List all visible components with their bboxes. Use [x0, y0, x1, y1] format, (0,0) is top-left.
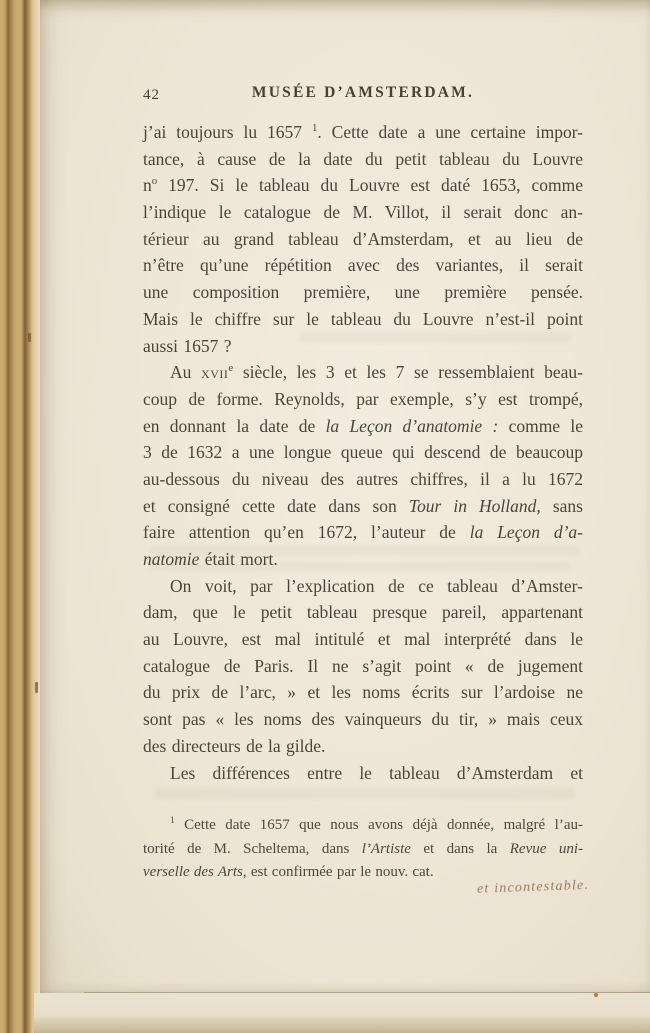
text-line [143, 386, 583, 413]
text-segment: la Leçon d’anatomie : [325, 415, 499, 436]
text-segment: 197. Si le tableau du Louvre est daté 1653, comme [157, 175, 583, 196]
text-segment: Les différences entre le tableau d’Amsterdam et [170, 762, 583, 783]
text-segment: Tour in Holland, [408, 495, 541, 516]
text-segment: au-dessous du niveau des autres chiffres, il a lu 1672 [143, 468, 583, 489]
text-segment: était mort. [199, 549, 278, 569]
text-segment: coup de forme. Reynolds, par exemple, s’y est trompé, [143, 388, 583, 409]
text-line [143, 653, 583, 680]
text-line [143, 626, 583, 653]
book-gutter-page-edges [0, 0, 40, 1033]
text-line [143, 760, 583, 787]
handwritten-annotation: et incontestable. [476, 877, 590, 897]
text-line [143, 814, 583, 838]
text-segment: térieur au grand tableau d’Amsterdam, et au lieu de [143, 228, 583, 249]
text-segment: sont pas « les noms des vainqueurs du tir, » mais ceux [143, 709, 583, 730]
text-line [143, 573, 583, 600]
text-line [143, 359, 583, 386]
text-segment: Cette date 1657 que nous avons déjà donnée, malgré l’au- [174, 817, 583, 833]
text-segment: 3 de 1632 a une longue queue qui descend de beaucoup [143, 442, 583, 463]
text-segment: . Cette date a une certaine impor- [317, 122, 583, 142]
text-segment: o [151, 175, 158, 188]
text-segment: faire attention qu’en 1672, l’auteur de [143, 522, 470, 543]
text-line [143, 838, 583, 862]
show-through-streak [155, 788, 575, 799]
text-segment: Au [170, 362, 202, 383]
text-segment: n [143, 175, 152, 196]
text-line [143, 439, 583, 466]
text-segment: au Louvre, est mal intitulé et mal interprété dans le [143, 629, 583, 650]
text-segment: dam, que le petit tableau presque pareil, appartenant [143, 602, 583, 623]
text-segment: e [228, 362, 234, 375]
text-segment: et dans la [410, 840, 510, 857]
footnote [143, 814, 583, 885]
text-segment: l’indique le catalogue de M. Villot, il serait donc an- [143, 202, 583, 223]
body-text [143, 119, 583, 786]
page-number: 42 [143, 87, 160, 103]
text-line [143, 706, 583, 733]
text-segment: est confirmée par le nouv. cat. [246, 864, 434, 880]
text-segment: l’Artiste [361, 840, 411, 857]
text-segment: 1 [311, 122, 318, 135]
text-segment: des directeurs de la gilde. [143, 735, 326, 756]
text-line [143, 733, 583, 760]
underlying-page-edge [34, 993, 650, 1033]
text-segment: n’être qu’une répétition avec des variantes, il serait [143, 255, 583, 276]
text-segment: catalogue de Paris. Il ne s’agit point « de jugement [143, 655, 583, 676]
text-line [143, 546, 583, 573]
text-line [143, 172, 583, 199]
running-title: MUSÉE D’AMSTERDAM. [251, 84, 475, 101]
text-line [143, 679, 583, 706]
text-line [143, 306, 583, 333]
text-segment: verselle des Arts, [143, 864, 247, 880]
text-segment: torité de M. Scheltema, dans [143, 840, 362, 857]
text-line [143, 252, 583, 279]
page-header [143, 84, 583, 106]
text-line [143, 119, 583, 146]
text-line [143, 146, 583, 173]
paper-speck [594, 993, 598, 997]
text-segment: Revue uni- [509, 840, 583, 857]
text-line [143, 519, 583, 546]
text-segment: une composition première, une première pensée. [143, 282, 583, 303]
text-segment: 1 [170, 816, 175, 826]
text-line [143, 599, 583, 626]
text-line [143, 279, 583, 306]
text-segment: tance, à cause de la date du petit tableau du Louvre [143, 148, 583, 169]
text-segment: natomie [143, 549, 200, 569]
text-segment: Mais le chiffre sur le tableau du Louvre n’est-il point [143, 308, 583, 329]
text-segment: comme le [498, 415, 583, 436]
text-line [143, 466, 583, 493]
text-line [143, 333, 583, 360]
gutter-speck [35, 682, 38, 693]
text-segment: siècle, les 3 et les 7 se ressemblaient beau- [233, 362, 583, 383]
text-segment: On voit, par l’explication de ce tableau d’Amster- [170, 575, 583, 596]
text-segment: xvii [201, 362, 229, 383]
text-line [143, 493, 583, 520]
text-segment: j’ai toujours lu 1657 [143, 122, 312, 142]
text-line [143, 226, 583, 253]
text-line [143, 413, 583, 440]
text-segment: en donnant la date de [143, 415, 326, 436]
text-segment: et consigné cette date dans son [143, 495, 409, 516]
text-line [143, 199, 583, 226]
gutter-speck [28, 333, 31, 342]
text-segment: sans [540, 495, 583, 516]
text-segment: du prix de l’arc, » et les noms écrits sur l’ardoise ne [143, 682, 583, 703]
text-segment: la Leçon d’a- [469, 522, 583, 543]
text-segment: aussi 1657 ? [143, 335, 232, 356]
